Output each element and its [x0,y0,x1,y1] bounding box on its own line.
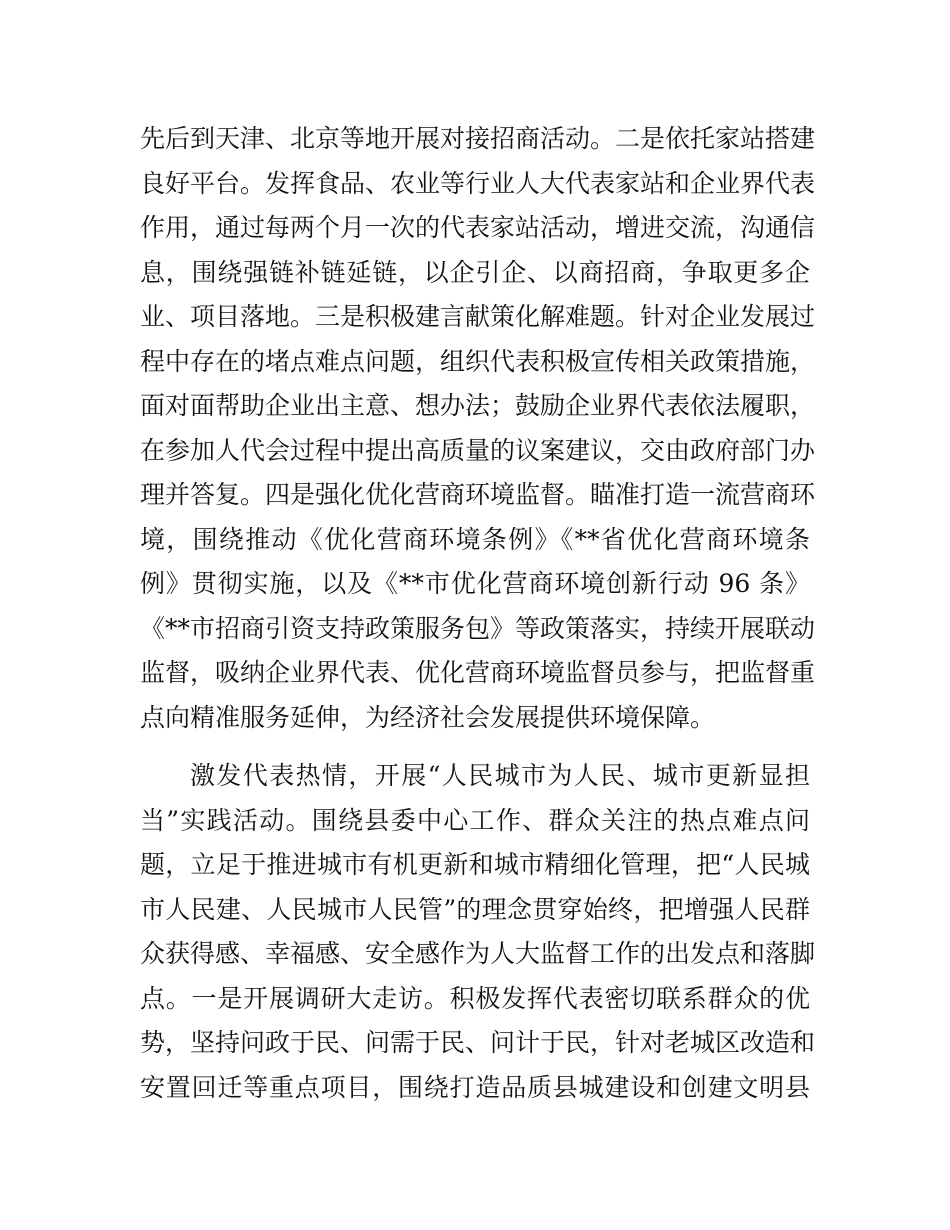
text-line: 激发代表热情，开展“人民城市为人民、城市更新显担 [190,761,810,790]
text-line: 先后到天津、北京等地开展对接招商活动。二是依托家站搭建 [140,124,816,153]
text-line: 监督，吸纳企业界代表、优化营商环境监督员参与，把监督重 [140,658,816,687]
text-line: 息，围绕强链补链延链，以企引企、以商招商，争取更多企 [140,257,810,287]
text-line: 势，坚持问政于民、问需于民、问计于民，针对老城区改造和 [140,1028,816,1057]
text-line: 点。一是开展调研大走访。积极发挥代表密切联系群众的优 [140,983,810,1013]
text-line: 众获得感、幸福感、安全感作为人大监督工作的出发点和落脚 [140,939,816,968]
text-line: 面对面帮助企业出主意、想办法；鼓励企业界代表依法履职， [140,391,816,420]
text-line: 当”实践活动。围绕县委中心工作、群众关注的热点难点问 [140,805,810,835]
text-line: 程中存在的堵点难点问题，组织代表积极宣传相关政策措施， [140,346,816,376]
text-line: 安置回迁等重点项目，围绕打造品质县城建设和创建文明县 [140,1072,810,1102]
paragraph-1 [140,117,816,740]
text-line: 业、项目落地。三是积极建言献策化解难题。针对企业发展过 [140,302,816,331]
text-line: 《**市招商引资支持政策服务包》等政策落实，持续开展联动 [140,613,816,643]
text-line: 良好平台。发挥食品、农业等行业人大代表家站和企业界代表 [140,168,816,198]
text-line: 理并答复。四是强化优化营商环境监督。瞄准打造一流营商环 [140,480,816,509]
document-body [140,117,816,1110]
text-line: 点向精准服务延伸，为经济社会发展提供环境保障。 [140,702,716,732]
paragraph-2 [140,754,816,1110]
text-line: 市人民建、人民城市人民管”的理念贯穿始终，把增强人民群 [140,894,810,924]
text-line: 例》贯彻实施，以及《**市优化营商环境创新行动 96 条》 [140,569,810,598]
text-line: 作用，通过每两个月一次的代表家站活动，增进交流，沟通信 [140,213,816,242]
text-line: 境，围绕推动《优化营商环境条例》《**省优化营商环境条 [140,524,810,554]
text-line: 题，立足于推进城市有机更新和城市精细化管理，把“人民城 [140,850,810,879]
text-line: 在参加人代会过程中提出高质量的议案建议，交由政府部门办 [140,435,816,465]
